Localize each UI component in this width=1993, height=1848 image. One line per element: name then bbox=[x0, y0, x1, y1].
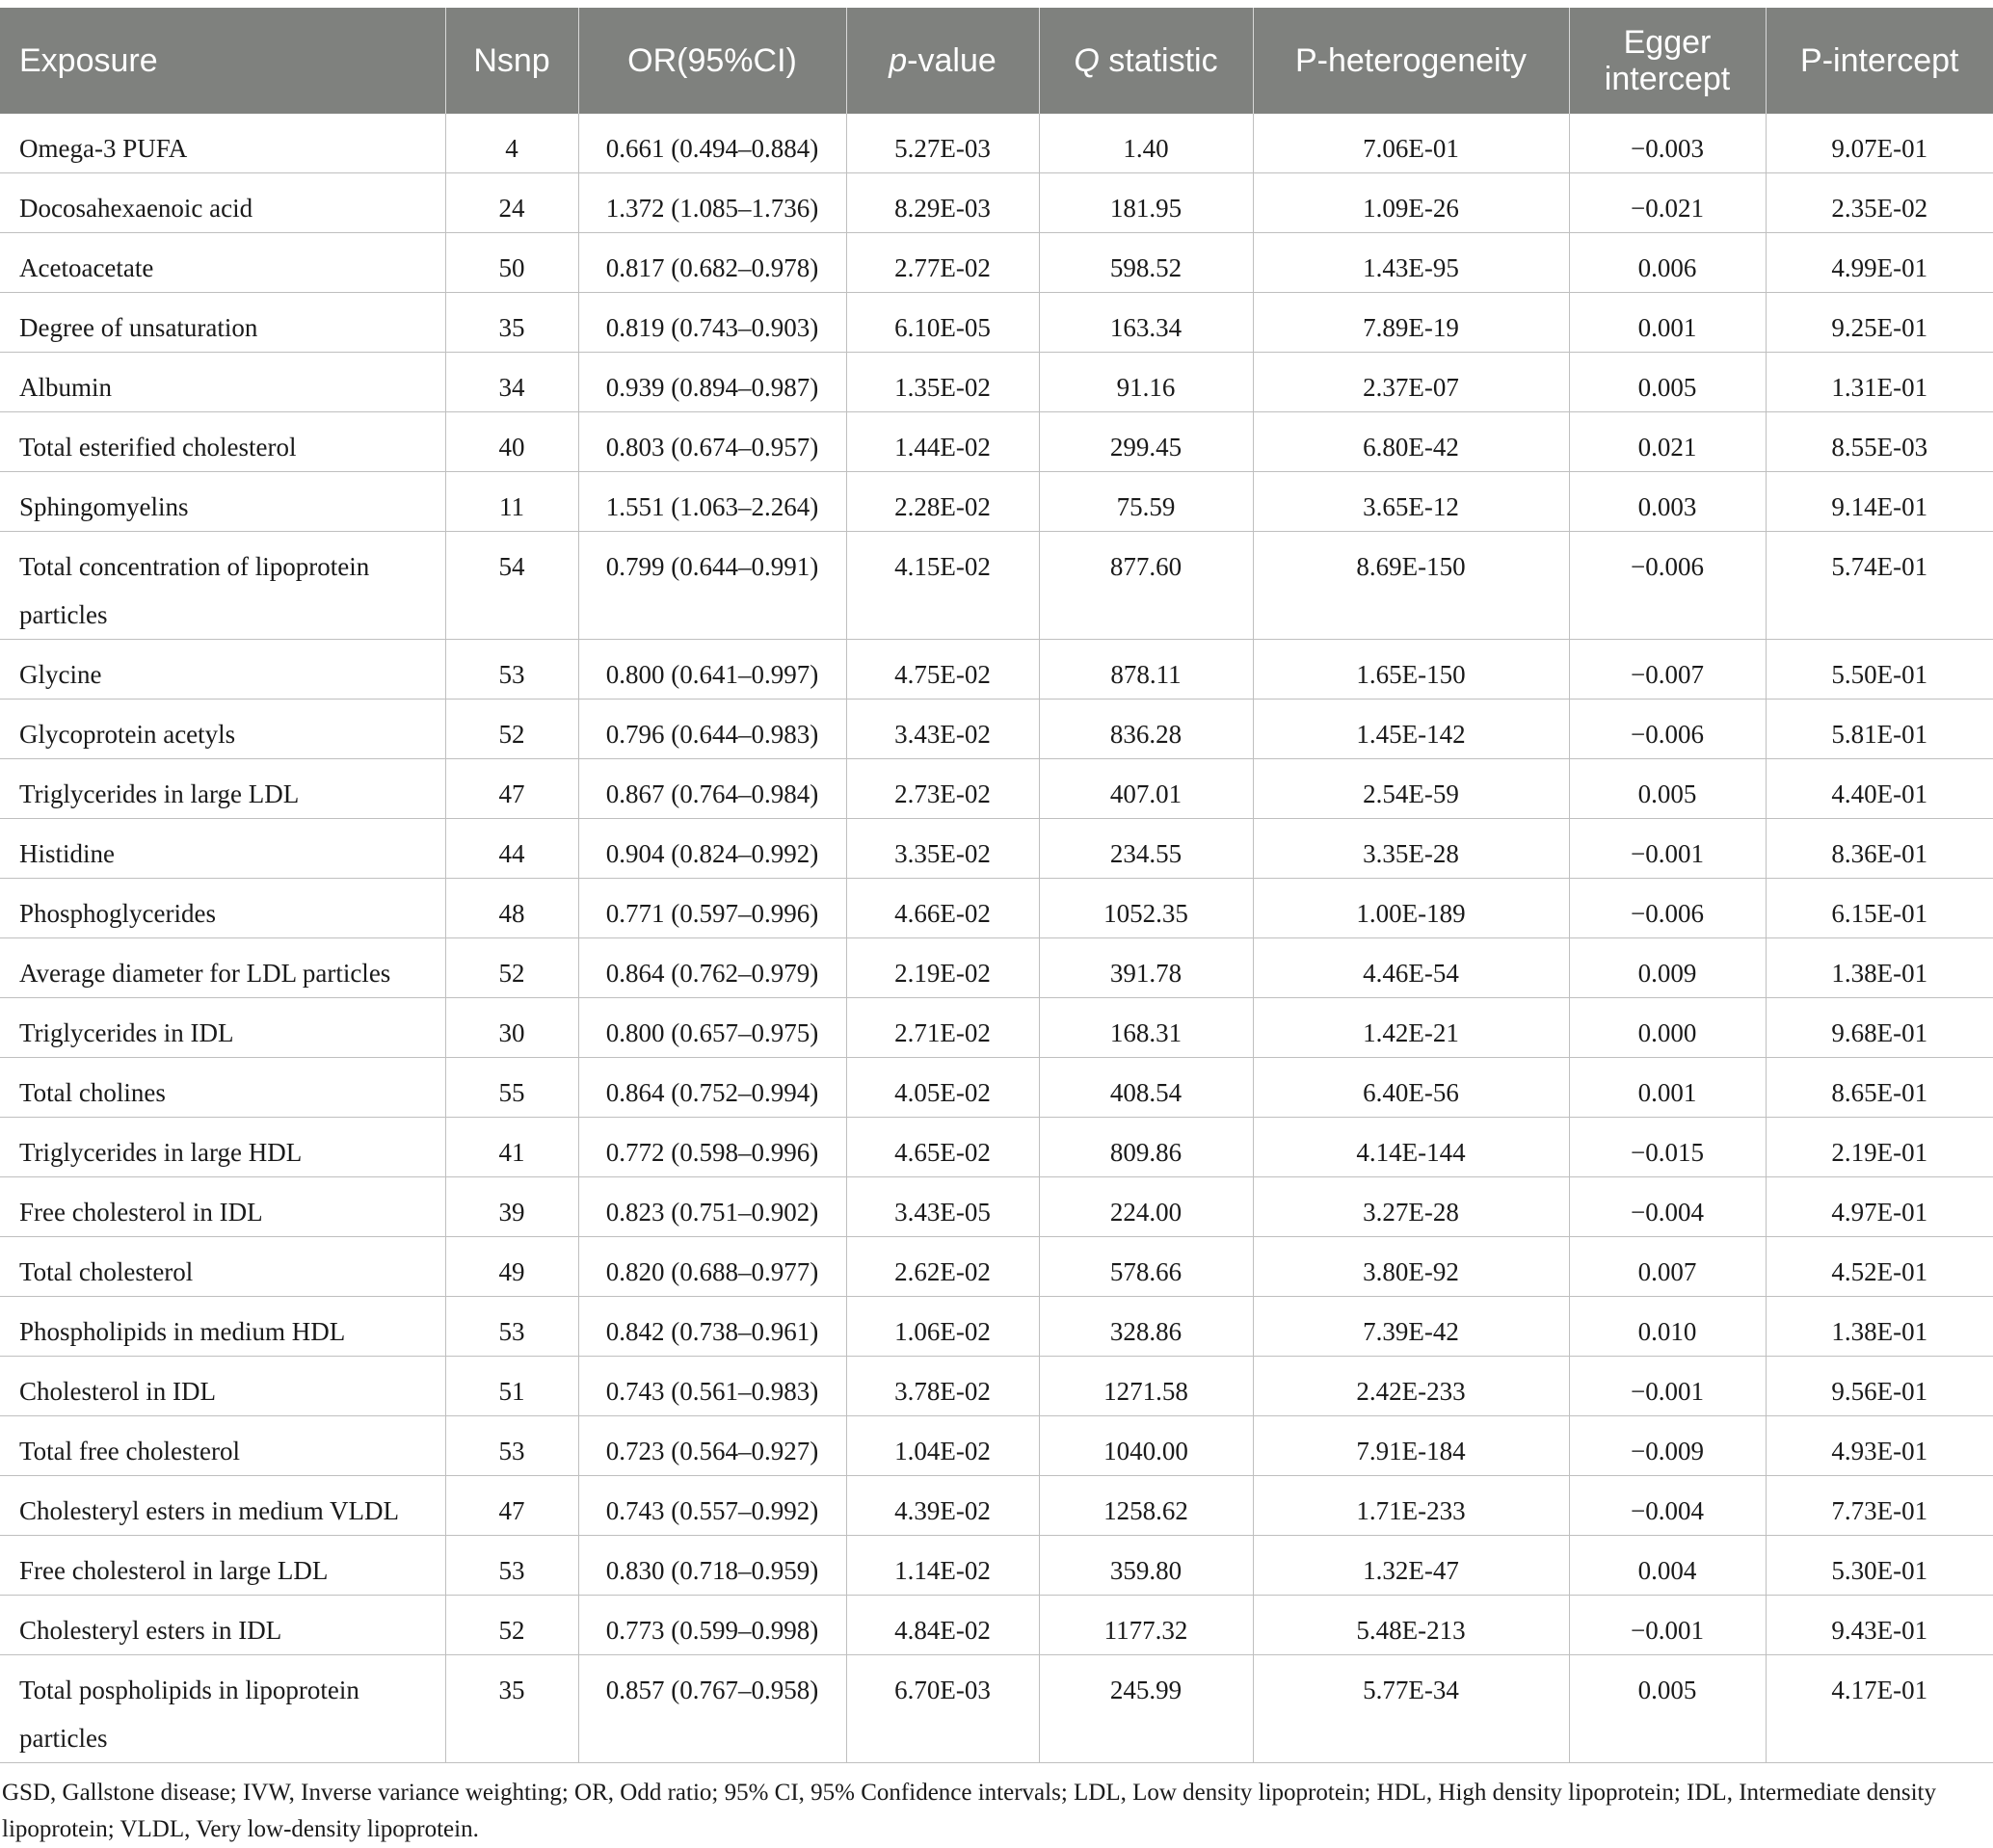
cell-p-intercept: 5.50E-01 bbox=[1766, 640, 1993, 700]
cell-or: 1.551 (1.063–2.264) bbox=[578, 472, 846, 532]
cell-p-value: 4.15E-02 bbox=[846, 532, 1039, 640]
cell-exposure: Albumin bbox=[0, 353, 445, 412]
header-egger-intercept bbox=[1569, 8, 1766, 114]
cell-or: 0.743 (0.561–0.983) bbox=[578, 1357, 846, 1416]
header-egger-line1: Egger bbox=[1623, 24, 1712, 61]
cell-p-intercept: 9.14E-01 bbox=[1766, 472, 1993, 532]
cell-q-statistic: 408.54 bbox=[1039, 1058, 1253, 1118]
cell-or: 0.800 (0.641–0.997) bbox=[578, 640, 846, 700]
cell-nsnp: 39 bbox=[445, 1177, 578, 1237]
table-row bbox=[0, 472, 1993, 532]
cell-p-value: 6.70E-03 bbox=[846, 1655, 1039, 1763]
cell-p-intercept: 9.56E-01 bbox=[1766, 1357, 1993, 1416]
cell-q-statistic: 75.59 bbox=[1039, 472, 1253, 532]
cell-nsnp: 48 bbox=[445, 879, 578, 938]
cell-p-value: 2.73E-02 bbox=[846, 759, 1039, 819]
cell-egger-intercept: −0.006 bbox=[1569, 879, 1766, 938]
cell-egger-intercept: 0.006 bbox=[1569, 233, 1766, 293]
cell-p-heterogeneity: 7.06E-01 bbox=[1253, 114, 1569, 173]
cell-p-heterogeneity: 1.45E-142 bbox=[1253, 700, 1569, 759]
cell-exposure: Average diameter for LDL particles bbox=[0, 938, 445, 998]
cell-p-value: 3.43E-05 bbox=[846, 1177, 1039, 1237]
cell-q-statistic: 598.52 bbox=[1039, 233, 1253, 293]
cell-nsnp: 52 bbox=[445, 938, 578, 998]
cell-p-intercept: 9.43E-01 bbox=[1766, 1596, 1993, 1655]
header-nsnp: Nsnp bbox=[445, 8, 578, 114]
cell-exposure: Total esterified cholesterol bbox=[0, 412, 445, 472]
cell-nsnp: 35 bbox=[445, 1655, 578, 1763]
cell-p-value: 2.62E-02 bbox=[846, 1237, 1039, 1297]
header-or: OR(95%CI) bbox=[578, 8, 846, 114]
cell-p-heterogeneity: 1.32E-47 bbox=[1253, 1536, 1569, 1596]
cell-egger-intercept: −0.009 bbox=[1569, 1416, 1766, 1476]
cell-or: 0.904 (0.824–0.992) bbox=[578, 819, 846, 879]
cell-egger-intercept: −0.021 bbox=[1569, 173, 1766, 233]
table-row bbox=[0, 879, 1993, 938]
cell-p-intercept: 5.81E-01 bbox=[1766, 700, 1993, 759]
cell-or: 0.857 (0.767–0.958) bbox=[578, 1655, 846, 1763]
cell-q-statistic: 1271.58 bbox=[1039, 1357, 1253, 1416]
table-row bbox=[0, 1237, 1993, 1297]
cell-egger-intercept: −0.003 bbox=[1569, 114, 1766, 173]
cell-or: 0.803 (0.674–0.957) bbox=[578, 412, 846, 472]
cell-p-value: 4.05E-02 bbox=[846, 1058, 1039, 1118]
cell-nsnp: 53 bbox=[445, 640, 578, 700]
table-row bbox=[0, 353, 1993, 412]
cell-egger-intercept: −0.015 bbox=[1569, 1118, 1766, 1177]
cell-p-heterogeneity: 8.69E-150 bbox=[1253, 532, 1569, 640]
table-row bbox=[0, 1596, 1993, 1655]
cell-q-statistic: 91.16 bbox=[1039, 353, 1253, 412]
cell-nsnp: 11 bbox=[445, 472, 578, 532]
cell-nsnp: 53 bbox=[445, 1416, 578, 1476]
cell-or: 0.842 (0.738–0.961) bbox=[578, 1297, 846, 1357]
cell-p-intercept: 4.52E-01 bbox=[1766, 1237, 1993, 1297]
table-row bbox=[0, 819, 1993, 879]
cell-egger-intercept: −0.001 bbox=[1569, 819, 1766, 879]
cell-egger-intercept: 0.009 bbox=[1569, 938, 1766, 998]
header-q-rest: statistic bbox=[1099, 42, 1218, 79]
cell-egger-intercept: −0.006 bbox=[1569, 700, 1766, 759]
cell-p-heterogeneity: 7.89E-19 bbox=[1253, 293, 1569, 353]
cell-q-statistic: 1177.32 bbox=[1039, 1596, 1253, 1655]
cell-nsnp: 30 bbox=[445, 998, 578, 1058]
cell-exposure: Free cholesterol in IDL bbox=[0, 1177, 445, 1237]
cell-or: 0.820 (0.688–0.977) bbox=[578, 1237, 846, 1297]
header-q-statistic bbox=[1039, 8, 1253, 114]
cell-p-value: 1.14E-02 bbox=[846, 1536, 1039, 1596]
cell-q-statistic: 224.00 bbox=[1039, 1177, 1253, 1237]
cell-p-intercept: 2.19E-01 bbox=[1766, 1118, 1993, 1177]
cell-exposure: Total free cholesterol bbox=[0, 1416, 445, 1476]
cell-q-statistic: 1.40 bbox=[1039, 114, 1253, 173]
cell-q-statistic: 163.34 bbox=[1039, 293, 1253, 353]
cell-q-statistic: 391.78 bbox=[1039, 938, 1253, 998]
cell-exposure: Cholesteryl esters in medium VLDL bbox=[0, 1476, 445, 1536]
cell-p-value: 4.75E-02 bbox=[846, 640, 1039, 700]
cell-or: 0.819 (0.743–0.903) bbox=[578, 293, 846, 353]
cell-exposure: Triglycerides in large HDL bbox=[0, 1118, 445, 1177]
cell-or: 0.723 (0.564–0.927) bbox=[578, 1416, 846, 1476]
cell-exposure: Docosahexaenoic acid bbox=[0, 173, 445, 233]
cell-p-heterogeneity: 7.91E-184 bbox=[1253, 1416, 1569, 1476]
cell-egger-intercept: 0.005 bbox=[1569, 759, 1766, 819]
cell-nsnp: 55 bbox=[445, 1058, 578, 1118]
cell-p-intercept: 5.74E-01 bbox=[1766, 532, 1993, 640]
cell-p-heterogeneity: 1.42E-21 bbox=[1253, 998, 1569, 1058]
cell-or: 0.743 (0.557–0.992) bbox=[578, 1476, 846, 1536]
header-exposure: Exposure bbox=[0, 8, 445, 114]
cell-exposure: Total concentration of lipoprotein particles bbox=[0, 532, 445, 640]
cell-exposure: Sphingomyelins bbox=[0, 472, 445, 532]
table-row bbox=[0, 1655, 1993, 1763]
cell-p-heterogeneity: 2.42E-233 bbox=[1253, 1357, 1569, 1416]
table-row bbox=[0, 1118, 1993, 1177]
cell-p-heterogeneity: 1.09E-26 bbox=[1253, 173, 1569, 233]
cell-or: 0.864 (0.762–0.979) bbox=[578, 938, 846, 998]
cell-egger-intercept: −0.007 bbox=[1569, 640, 1766, 700]
cell-or: 0.771 (0.597–0.996) bbox=[578, 879, 846, 938]
cell-p-value: 1.44E-02 bbox=[846, 412, 1039, 472]
header-p-value bbox=[846, 8, 1039, 114]
cell-p-intercept: 4.40E-01 bbox=[1766, 759, 1993, 819]
table-row bbox=[0, 1177, 1993, 1237]
cell-or: 0.867 (0.764–0.984) bbox=[578, 759, 846, 819]
table-row bbox=[0, 412, 1993, 472]
cell-nsnp: 44 bbox=[445, 819, 578, 879]
cell-p-value: 2.77E-02 bbox=[846, 233, 1039, 293]
table-row bbox=[0, 114, 1993, 173]
header-p-heterogeneity: P-heterogeneity bbox=[1253, 8, 1569, 114]
cell-p-value: 4.39E-02 bbox=[846, 1476, 1039, 1536]
table-row bbox=[0, 700, 1993, 759]
table-footnote: GSD, Gallstone disease; IVW, Inverse variance weighting; OR, Odd ratio; 95% CI, 95% Confidence intervals; LDL, Low density lipoprotein; HDL, High density lipoprotein; IDL, Intermediate density lipoprotein; VLDL, Very low-density lipoprotein. bbox=[2, 1780, 1936, 1842]
cell-p-intercept: 5.30E-01 bbox=[1766, 1536, 1993, 1596]
cell-egger-intercept: 0.021 bbox=[1569, 412, 1766, 472]
cell-or: 0.823 (0.751–0.902) bbox=[578, 1177, 846, 1237]
cell-p-heterogeneity: 6.80E-42 bbox=[1253, 412, 1569, 472]
cell-p-intercept: 4.97E-01 bbox=[1766, 1177, 1993, 1237]
cell-egger-intercept: 0.001 bbox=[1569, 293, 1766, 353]
cell-p-intercept: 1.38E-01 bbox=[1766, 1297, 1993, 1357]
cell-egger-intercept: −0.006 bbox=[1569, 532, 1766, 640]
cell-egger-intercept: −0.004 bbox=[1569, 1177, 1766, 1237]
cell-q-statistic: 1052.35 bbox=[1039, 879, 1253, 938]
cell-or: 0.773 (0.599–0.998) bbox=[578, 1596, 846, 1655]
cell-nsnp: 47 bbox=[445, 759, 578, 819]
cell-p-heterogeneity: 2.54E-59 bbox=[1253, 759, 1569, 819]
cell-exposure: Glycine bbox=[0, 640, 445, 700]
cell-p-value: 4.65E-02 bbox=[846, 1118, 1039, 1177]
cell-exposure: Phosphoglycerides bbox=[0, 879, 445, 938]
cell-nsnp: 52 bbox=[445, 1596, 578, 1655]
table-row bbox=[0, 1416, 1993, 1476]
table-row bbox=[0, 1476, 1993, 1536]
cell-q-statistic: 299.45 bbox=[1039, 412, 1253, 472]
cell-exposure: Triglycerides in large LDL bbox=[0, 759, 445, 819]
cell-p-intercept: 9.25E-01 bbox=[1766, 293, 1993, 353]
cell-exposure: Total pospholipids in lipoprotein particles bbox=[0, 1655, 445, 1763]
cell-p-intercept: 4.99E-01 bbox=[1766, 233, 1993, 293]
cell-p-heterogeneity: 4.46E-54 bbox=[1253, 938, 1569, 998]
cell-q-statistic: 407.01 bbox=[1039, 759, 1253, 819]
cell-p-heterogeneity: 3.65E-12 bbox=[1253, 472, 1569, 532]
cell-p-heterogeneity: 1.71E-233 bbox=[1253, 1476, 1569, 1536]
header-row bbox=[0, 8, 1993, 114]
cell-q-statistic: 836.28 bbox=[1039, 700, 1253, 759]
cell-nsnp: 51 bbox=[445, 1357, 578, 1416]
cell-or: 0.661 (0.494–0.884) bbox=[578, 114, 846, 173]
cell-p-heterogeneity: 5.48E-213 bbox=[1253, 1596, 1569, 1655]
cell-nsnp: 50 bbox=[445, 233, 578, 293]
cell-exposure: Glycoprotein acetyls bbox=[0, 700, 445, 759]
cell-egger-intercept: 0.010 bbox=[1569, 1297, 1766, 1357]
cell-q-statistic: 809.86 bbox=[1039, 1118, 1253, 1177]
cell-egger-intercept: 0.001 bbox=[1569, 1058, 1766, 1118]
cell-q-statistic: 359.80 bbox=[1039, 1536, 1253, 1596]
cell-egger-intercept: −0.001 bbox=[1569, 1596, 1766, 1655]
cell-p-value: 6.10E-05 bbox=[846, 293, 1039, 353]
cell-q-statistic: 878.11 bbox=[1039, 640, 1253, 700]
cell-p-intercept: 9.07E-01 bbox=[1766, 114, 1993, 173]
table-row bbox=[0, 998, 1993, 1058]
table-body bbox=[0, 114, 1993, 1763]
cell-nsnp: 40 bbox=[445, 412, 578, 472]
cell-egger-intercept: 0.004 bbox=[1569, 1536, 1766, 1596]
cell-nsnp: 24 bbox=[445, 173, 578, 233]
cell-p-value: 3.43E-02 bbox=[846, 700, 1039, 759]
cell-egger-intercept: −0.001 bbox=[1569, 1357, 1766, 1416]
cell-p-heterogeneity: 4.14E-144 bbox=[1253, 1118, 1569, 1177]
table-header bbox=[0, 8, 1993, 114]
cell-p-heterogeneity: 1.43E-95 bbox=[1253, 233, 1569, 293]
cell-p-value: 3.35E-02 bbox=[846, 819, 1039, 879]
cell-p-value: 3.78E-02 bbox=[846, 1357, 1039, 1416]
cell-p-intercept: 2.35E-02 bbox=[1766, 173, 1993, 233]
cell-p-value: 2.28E-02 bbox=[846, 472, 1039, 532]
cell-p-intercept: 8.55E-03 bbox=[1766, 412, 1993, 472]
cell-nsnp: 41 bbox=[445, 1118, 578, 1177]
cell-p-heterogeneity: 3.27E-28 bbox=[1253, 1177, 1569, 1237]
header-p-value-rest: -value bbox=[907, 42, 996, 79]
cell-p-heterogeneity: 2.37E-07 bbox=[1253, 353, 1569, 412]
table-row bbox=[0, 1357, 1993, 1416]
cell-q-statistic: 328.86 bbox=[1039, 1297, 1253, 1357]
cell-exposure: Cholesterol in IDL bbox=[0, 1357, 445, 1416]
cell-q-statistic: 245.99 bbox=[1039, 1655, 1253, 1763]
cell-p-intercept: 4.17E-01 bbox=[1766, 1655, 1993, 1763]
cell-or: 0.800 (0.657–0.975) bbox=[578, 998, 846, 1058]
cell-exposure: Acetoacetate bbox=[0, 233, 445, 293]
cell-p-heterogeneity: 3.35E-28 bbox=[1253, 819, 1569, 879]
cell-nsnp: 53 bbox=[445, 1297, 578, 1357]
cell-p-value: 1.04E-02 bbox=[846, 1416, 1039, 1476]
table-row bbox=[0, 173, 1993, 233]
table-row bbox=[0, 1297, 1993, 1357]
cell-or: 0.799 (0.644–0.991) bbox=[578, 532, 846, 640]
cell-p-value: 2.19E-02 bbox=[846, 938, 1039, 998]
cell-or: 1.372 (1.085–1.736) bbox=[578, 173, 846, 233]
cell-q-statistic: 1040.00 bbox=[1039, 1416, 1253, 1476]
cell-nsnp: 34 bbox=[445, 353, 578, 412]
cell-nsnp: 47 bbox=[445, 1476, 578, 1536]
cell-p-heterogeneity: 6.40E-56 bbox=[1253, 1058, 1569, 1118]
cell-exposure: Omega-3 PUFA bbox=[0, 114, 445, 173]
cell-exposure: Triglycerides in IDL bbox=[0, 998, 445, 1058]
cell-nsnp: 49 bbox=[445, 1237, 578, 1297]
cell-egger-intercept: 0.000 bbox=[1569, 998, 1766, 1058]
table-row bbox=[0, 1058, 1993, 1118]
cell-egger-intercept: 0.005 bbox=[1569, 1655, 1766, 1763]
cell-egger-intercept: 0.005 bbox=[1569, 353, 1766, 412]
cell-p-intercept: 9.68E-01 bbox=[1766, 998, 1993, 1058]
cell-p-value: 2.71E-02 bbox=[846, 998, 1039, 1058]
cell-p-heterogeneity: 5.77E-34 bbox=[1253, 1655, 1569, 1763]
cell-p-heterogeneity: 1.65E-150 bbox=[1253, 640, 1569, 700]
cell-nsnp: 35 bbox=[445, 293, 578, 353]
table-row bbox=[0, 938, 1993, 998]
cell-or: 0.817 (0.682–0.978) bbox=[578, 233, 846, 293]
cell-nsnp: 4 bbox=[445, 114, 578, 173]
cell-exposure: Degree of unsaturation bbox=[0, 293, 445, 353]
header-p-value-italic: p bbox=[889, 42, 908, 79]
cell-p-intercept: 1.38E-01 bbox=[1766, 938, 1993, 998]
cell-p-heterogeneity: 1.00E-189 bbox=[1253, 879, 1569, 938]
cell-or: 0.939 (0.894–0.987) bbox=[578, 353, 846, 412]
cell-nsnp: 52 bbox=[445, 700, 578, 759]
cell-exposure: Histidine bbox=[0, 819, 445, 879]
cell-or: 0.864 (0.752–0.994) bbox=[578, 1058, 846, 1118]
cell-nsnp: 53 bbox=[445, 1536, 578, 1596]
table-row bbox=[0, 233, 1993, 293]
table-row bbox=[0, 532, 1993, 640]
cell-egger-intercept: 0.003 bbox=[1569, 472, 1766, 532]
cell-p-intercept: 1.31E-01 bbox=[1766, 353, 1993, 412]
table-row bbox=[0, 293, 1993, 353]
cell-q-statistic: 168.31 bbox=[1039, 998, 1253, 1058]
cell-or: 0.830 (0.718–0.959) bbox=[578, 1536, 846, 1596]
header-q-italic: Q bbox=[1074, 42, 1100, 79]
cell-p-value: 5.27E-03 bbox=[846, 114, 1039, 173]
table-row bbox=[0, 640, 1993, 700]
cell-p-value: 8.29E-03 bbox=[846, 173, 1039, 233]
cell-p-intercept: 4.93E-01 bbox=[1766, 1416, 1993, 1476]
cell-p-value: 1.35E-02 bbox=[846, 353, 1039, 412]
cell-q-statistic: 877.60 bbox=[1039, 532, 1253, 640]
cell-exposure: Total cholesterol bbox=[0, 1237, 445, 1297]
cell-q-statistic: 1258.62 bbox=[1039, 1476, 1253, 1536]
cell-exposure: Phospholipids in medium HDL bbox=[0, 1297, 445, 1357]
cell-p-intercept: 7.73E-01 bbox=[1766, 1476, 1993, 1536]
cell-p-heterogeneity: 3.80E-92 bbox=[1253, 1237, 1569, 1297]
cell-or: 0.772 (0.598–0.996) bbox=[578, 1118, 846, 1177]
cell-exposure: Cholesteryl esters in IDL bbox=[0, 1596, 445, 1655]
cell-egger-intercept: −0.004 bbox=[1569, 1476, 1766, 1536]
results-table-container bbox=[0, 8, 1993, 1848]
table-row bbox=[0, 1536, 1993, 1596]
cell-p-value: 1.06E-02 bbox=[846, 1297, 1039, 1357]
cell-q-statistic: 578.66 bbox=[1039, 1237, 1253, 1297]
table-row bbox=[0, 759, 1993, 819]
cell-p-value: 4.84E-02 bbox=[846, 1596, 1039, 1655]
cell-q-statistic: 181.95 bbox=[1039, 173, 1253, 233]
cell-p-intercept: 8.65E-01 bbox=[1766, 1058, 1993, 1118]
cell-or: 0.796 (0.644–0.983) bbox=[578, 700, 846, 759]
cell-p-heterogeneity: 7.39E-42 bbox=[1253, 1297, 1569, 1357]
cell-q-statistic: 234.55 bbox=[1039, 819, 1253, 879]
cell-nsnp: 54 bbox=[445, 532, 578, 640]
header-egger-line2: intercept bbox=[1604, 61, 1731, 97]
cell-exposure: Total cholines bbox=[0, 1058, 445, 1118]
cell-egger-intercept: 0.007 bbox=[1569, 1237, 1766, 1297]
cell-p-value: 4.66E-02 bbox=[846, 879, 1039, 938]
cell-p-intercept: 6.15E-01 bbox=[1766, 879, 1993, 938]
cell-exposure: Free cholesterol in large LDL bbox=[0, 1536, 445, 1596]
header-p-intercept: P-intercept bbox=[1766, 8, 1993, 114]
results-table bbox=[0, 8, 1993, 1763]
cell-p-intercept: 8.36E-01 bbox=[1766, 819, 1993, 879]
